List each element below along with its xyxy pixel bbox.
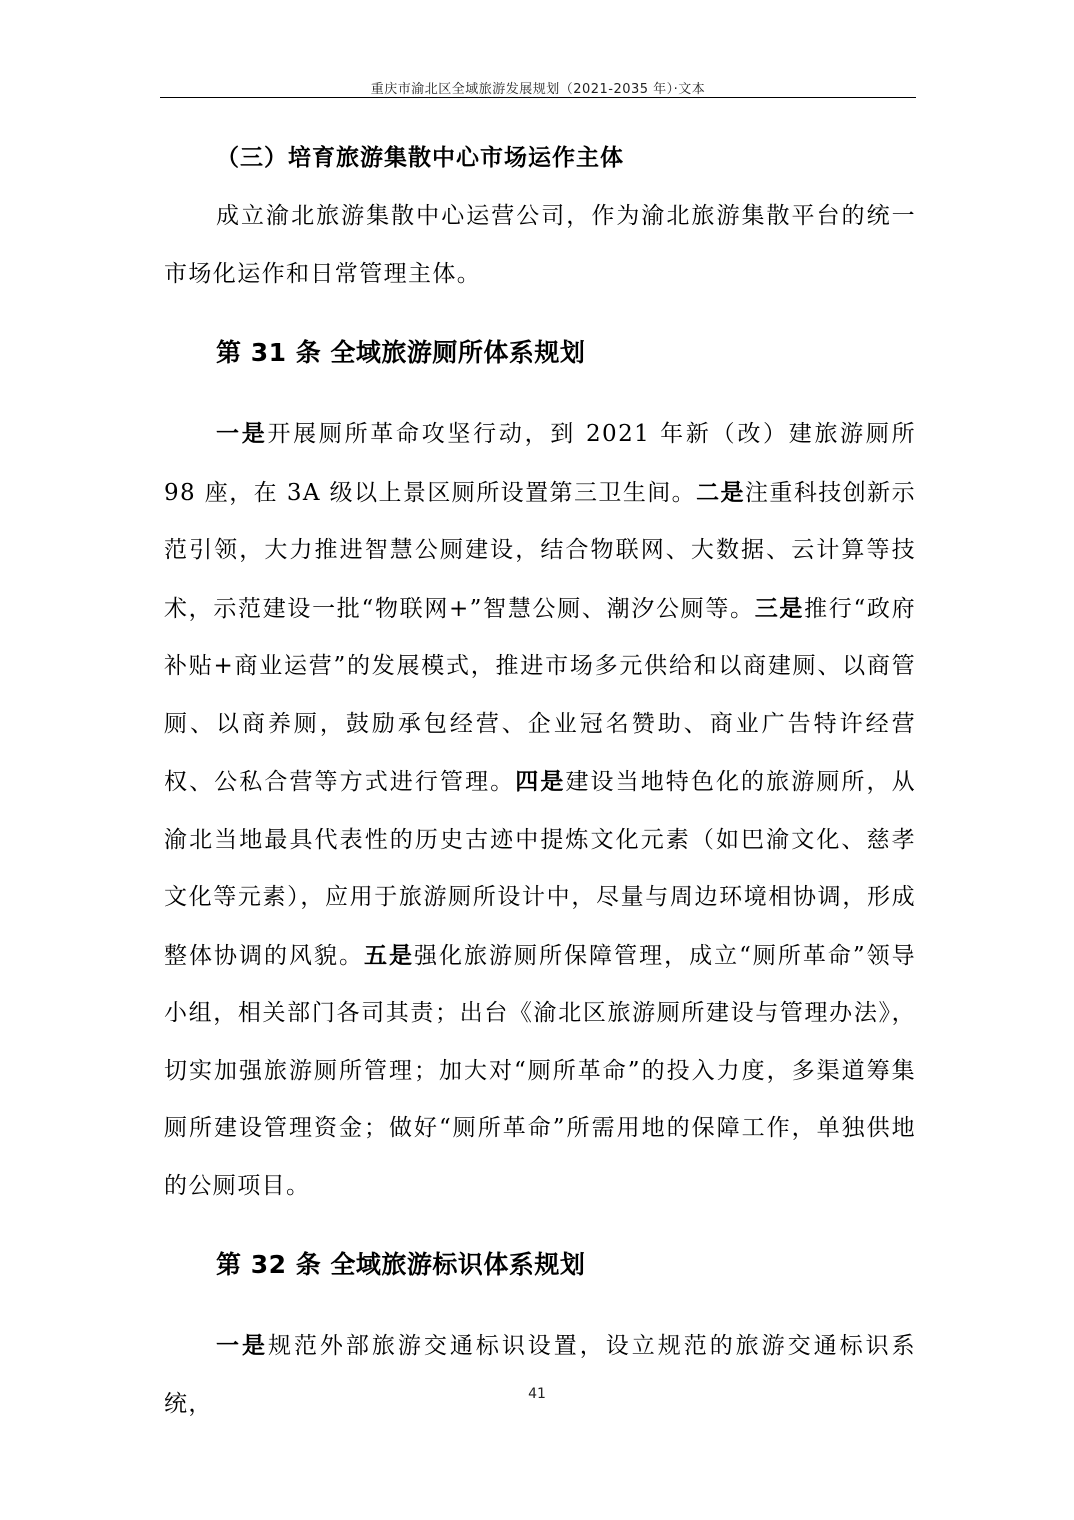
item-lead: 三是	[754, 594, 805, 622]
article-32-paragraph	[164, 1317, 916, 1433]
item-text: 规范外部旅游交通标识设置，设立规范的旅游交通标识系统，	[164, 1333, 916, 1417]
article-32-heading: 第 32 条 全域旅游标识体系规划	[216, 1250, 586, 1279]
item-lead: 一是	[216, 420, 268, 447]
item-lead: 二是	[696, 478, 745, 506]
item-text: 强化旅游厕所保障管理，成立“厕所革命”领导小组，相关部门各司其责；出台《渝北区旅游厕所建设与管理办法》，切实加强旅游厕所管理；加大对“厕所革命”的投入力度，多渠道筹集厕所建设管理资金；做好“厕所革命”所需用地的保障工作，单独供地的公厕项目。	[164, 942, 917, 1199]
item-lead: 一是	[216, 1332, 268, 1359]
item-text: 推行“政府补贴+商业运营”的发展模式，推进市场多元供给和以商建厕、以商管厕、以商养厕，鼓励承包经营、企业冠名赞助、商业广告特许经营权、公私合营等方式进行管理。	[164, 595, 916, 795]
article-31-paragraph	[164, 405, 916, 1215]
header-divider	[160, 97, 916, 98]
page-body	[164, 140, 916, 1433]
item-text: 注重科技创新示范引领，大力推进智慧公厕建设，结合物联网、大数据、云计算等技术，示范建设一批“物联网+”智慧公厕、潮汐公厕等。	[164, 479, 916, 622]
item-lead: 五是	[364, 941, 415, 969]
item-text: 建设当地特色化的旅游厕所，从渝北当地最具代表性的历史古迹中提炼文化元素（如巴渝文化、慈孝文化等元素），应用于旅游厕所设计中，尽量与周边环境相协调，形成整体协调的风貌。	[164, 769, 916, 969]
section-3-paragraph: 成立渝北旅游集散中心运营公司，作为渝北旅游集散平台的统一市场化运作和日常管理主体。	[164, 203, 916, 287]
section-3-heading: （三）培育旅游集散中心市场运作主体	[216, 144, 624, 171]
item-text: 开展厕所革命攻坚行动，到 2021 年新（改）建旅游厕所 98 座，在 3A 级以上景区厕所设置第三卫生间。	[164, 421, 916, 506]
running-header: 重庆市渝北区全域旅游发展规划（2021-2035 年）·文本	[370, 82, 706, 97]
article-31-heading: 第 31 条 全域旅游厕所体系规划	[216, 338, 586, 367]
item-lead: 四是	[515, 768, 566, 795]
page-number: 41	[528, 1386, 546, 1402]
